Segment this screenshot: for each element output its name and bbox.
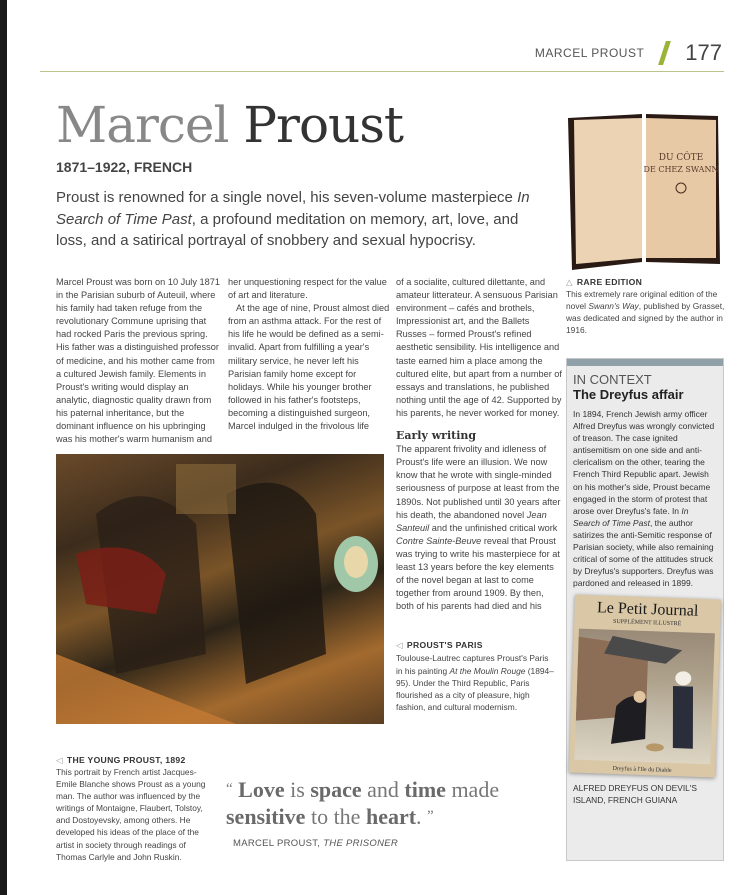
close-quote: ” <box>427 808 434 824</box>
painting-illustration <box>56 454 384 724</box>
quote-word: to the <box>305 804 366 829</box>
text: , the author satirizes the anti-Semitic response of Parisian society, while also remaining critical of some of the attitudes struck by Dreyfus's supporters. Dreyfus was pardoned and released in 1899. <box>573 517 714 589</box>
text: and the unfinished critical work <box>429 522 558 533</box>
triangle-left-icon: ◁ <box>396 640 403 651</box>
pull-quote-block <box>226 776 561 849</box>
triangle-up-icon: △ <box>566 277 573 287</box>
book-spine-edge <box>0 0 7 895</box>
text: Toulouse-Lautrec captures Proust's Paris in his painting <box>396 653 549 676</box>
quote-word: made <box>445 777 500 802</box>
italic-title: Contre Sainte-Beuve <box>396 535 482 546</box>
title-last: Proust <box>243 96 404 154</box>
open-quote: “ <box>226 781 233 797</box>
caption-title-text: RARE EDITION <box>576 277 643 287</box>
caption-rare-edition <box>566 277 726 336</box>
body-column-3 <box>396 276 562 713</box>
context-label: IN CONTEXT <box>573 372 652 387</box>
caption-title <box>566 277 726 288</box>
attribution-text: MARCEL PROUST, <box>233 838 324 849</box>
caption-prousts-paris <box>396 639 556 713</box>
quote-attribution <box>226 838 561 849</box>
open-book-illustration <box>566 112 723 270</box>
quote-word: . <box>416 804 422 829</box>
running-head-title: MARCEL PROUST <box>534 46 645 60</box>
quote-word: space <box>310 777 362 802</box>
page-title <box>56 96 403 154</box>
body-columns-1-2 <box>56 276 392 446</box>
book-title-line: DU CÔTE <box>658 153 704 163</box>
italic-title: In Search of Time Past <box>573 505 689 528</box>
running-head <box>535 40 722 66</box>
title-first: Marcel <box>56 96 229 154</box>
page-number: 177 <box>685 40 722 65</box>
journal-illustration <box>574 629 714 765</box>
italic-title: Swann's Way <box>588 301 639 312</box>
in-context-box <box>566 358 724 861</box>
intro-italic: In Search of Time Past <box>56 189 530 228</box>
body-paragraph: of a socialite, cultured dilettante, and amateur litterateur. A sensuous Parisian environment – cafés and brothels, Impressionist art, and the Ballets Russes – formed Proust's refined aesthetic sensibility. His intelligence and taste earned him a place among the cultured elite, but apart from a number of essays and translations, he published nothing until the age of 42. Supported by his parents, he never worked for money. <box>396 277 562 418</box>
accent-slash <box>658 41 671 65</box>
journal-subtitle: SUPPLÉMENT ILLUSTRÉ <box>612 619 682 628</box>
caption-title-text: PROUST'S PARIS <box>406 640 483 651</box>
quote-word: is <box>284 777 311 802</box>
dreyfus-illustration <box>574 629 714 765</box>
quote-word: sensitive <box>226 804 306 829</box>
body-paragraph <box>396 443 562 613</box>
moulin-rouge-painting <box>56 454 384 724</box>
caption-text: This portrait by French artist Jacques-Emile Blanche shows Proust as a young man. The author was influenced by the writings of Montaigne, Flaubert, Tolstoy, and Dostoyevsky, among others. He developed his ideas of the place of the artist in society through readings of Thomas Carlyle and John Ruskin. <box>56 767 206 862</box>
header-rule <box>40 71 724 72</box>
attribution-title: THE PRISONER <box>323 838 399 849</box>
quote-word: and <box>361 777 405 802</box>
quote-word: Love <box>238 777 285 802</box>
intro <box>56 187 536 252</box>
book-title-line: DE CHEZ SWANN <box>643 165 719 174</box>
intro-text: , a profound meditation on memory, art, love, and loss, and a satirical portrayal of snobbery and sexual hypocrisy. <box>56 210 519 249</box>
context-text <box>567 408 723 589</box>
left-flow <box>56 276 392 724</box>
text: , published by Grasset, was dedicated and signed by the author in 1916. <box>566 301 725 336</box>
caption-title-text: THE YOUNG PROUST, 1892 <box>66 755 186 765</box>
quote-word: time <box>404 777 446 802</box>
body-paragraph: Marcel Proust was born on 10 July 1871 in the Parisian suburb of Auteuil, where his family had taken refuge from the revolutionary Commune uprising that had rocked Paris the previous spring. His father was a distinguished professor of medicine, and his mother came from a cultured Jewish family. Elements in Proust's writing would display an analytic, diagnostic quality drawn from his paternal inheritance, but the dominant influence on his upbringing was his mother's warm humanism and her unquestioning respect for the value of art and literature. <box>56 277 387 445</box>
journal-caption: Dreyfus à l'Ile du Diable <box>612 766 672 775</box>
dates: 1871–1922, FRENCH <box>56 159 193 175</box>
subheading: Early writing <box>396 429 477 443</box>
intro-text: Proust is renowned for a single novel, his seven-volume masterpiece <box>56 189 518 206</box>
text: This extremely rare original edition of the novel <box>566 289 718 312</box>
body-paragraph: At the age of nine, Proust almost died from an asthma attack. For the rest of his life he would be defined as a semi-invalid. Apart from fulfilling a year's military service, he never left his Parisian family home except for holidays. While his younger brother followed in his father's footsteps, becoming a distinguished surgeon, Marcel indulged in the frivolous life <box>228 303 390 432</box>
text: The apparent frivolity and idleness of Proust's life were an illusion. We now know that he wrote with single-minded seriousness of purpose at least from the 1890s. Not published until 30 years after his death, the abandoned novel <box>396 444 561 520</box>
text: reveal that Proust was trying to write his masterpiece for at least 13 years before the key elements of the novel began at last to come together from around 1909. By then, both of his parents had died and his <box>396 535 560 612</box>
caption-text <box>566 288 726 336</box>
italic-title: Jean Santeuil <box>396 509 547 533</box>
context-top-bar <box>567 359 723 366</box>
caption-title <box>56 755 216 766</box>
triangle-left-icon: ◁ <box>56 755 63 765</box>
caption-text <box>396 652 556 712</box>
caption-dreyfus: ALFRED DREYFUS ON DEVIL'S ISLAND, FRENCH GUIANA <box>573 783 697 805</box>
text: In 1894, French Jewish army officer Alfred Dreyfus was wrongly convicted of treason. The case ignited antisemitism on one side and anti-clericalism on the other, tearing the French Third Republic apart. Jewish on his mother's side, Proust became engaged in the storm of protest that arose over Dreyfus's fate. In <box>573 409 715 516</box>
journal-masthead: Le Petit Journal <box>596 599 699 621</box>
text: (1894–95). Under the Third Republic, Paris flourished as a city of pleasure, high fashion, and cultural modernism. <box>396 665 554 712</box>
caption-young-proust <box>56 755 216 863</box>
caption-title <box>396 639 556 652</box>
rare-edition-book-photo <box>566 112 723 270</box>
quote-word: heart <box>365 804 417 829</box>
pull-quote <box>226 776 561 830</box>
le-petit-journal-cover <box>569 595 721 778</box>
context-heading: The Dreyfus affair <box>573 387 684 402</box>
italic-title: At the Moulin Rouge <box>449 665 526 676</box>
